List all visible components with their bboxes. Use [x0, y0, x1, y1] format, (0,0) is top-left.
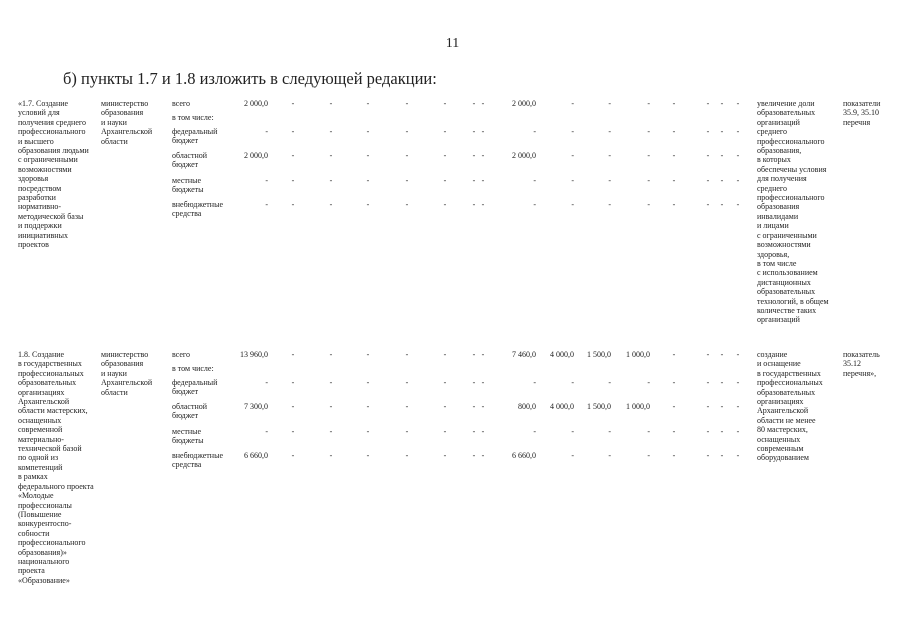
year-amount-cell: - — [481, 99, 485, 108]
year-amount-cell: - — [736, 427, 740, 436]
funding-source-label: федеральный бюджет — [172, 127, 218, 146]
year-amount-cell: - — [647, 200, 650, 209]
funding-source-label: в том числе: — [172, 113, 214, 122]
year-amount-cell: - — [608, 200, 611, 209]
year-amount-cell: - — [706, 99, 710, 108]
year-amount-cell: - — [736, 127, 740, 136]
year-amount-cell: - — [472, 200, 476, 209]
year-amount-cell: - — [329, 427, 333, 436]
year-amount-cell: - — [571, 176, 574, 185]
year-amount-cell: - — [443, 451, 447, 460]
year-amount-cell: - — [647, 451, 650, 460]
year-amount-cell: - — [481, 176, 485, 185]
year-amount-cell: 1 000,0 — [626, 402, 650, 411]
year-amount-cell: - — [443, 176, 447, 185]
year-amount-cell: - — [608, 176, 611, 185]
year-amount-cell: - — [481, 451, 485, 460]
year-amount-cell: - — [571, 451, 574, 460]
year-amount-cell: - — [472, 451, 476, 460]
year-amount-cell: - — [706, 378, 710, 387]
year-amount-cell: - — [472, 427, 476, 436]
year-amount-cell: - — [736, 402, 740, 411]
year-amount-cell: - — [291, 402, 295, 411]
year-amount-cell: - — [672, 151, 676, 160]
funding-total: 13 960,0 — [240, 350, 268, 359]
year-amount-cell: - — [405, 151, 409, 160]
year-amount-cell: - — [706, 127, 710, 136]
funding-total: 2 000,0 — [244, 151, 268, 160]
year-amount-cell: - — [736, 350, 740, 359]
year-amount-cell: - — [329, 451, 333, 460]
year-amount-cell: - — [608, 378, 611, 387]
year-amount-cell: - — [481, 127, 485, 136]
year-amount-cell: - — [329, 378, 333, 387]
year-amount-cell: - — [647, 99, 650, 108]
year-amount-cell: - — [366, 176, 370, 185]
year-amount-cell: - — [736, 151, 740, 160]
year-amount-cell: - — [405, 200, 409, 209]
year-amount-cell: - — [366, 99, 370, 108]
year-amount-cell: - — [366, 378, 370, 387]
year-amount-cell: - — [481, 350, 485, 359]
funding-source-label: местные бюджеты — [172, 176, 204, 195]
funding-source-label: местные бюджеты — [172, 427, 204, 446]
year-amount-cell: - — [533, 427, 536, 436]
year-amount-cell: - — [443, 378, 447, 387]
year-amount-cell: - — [720, 200, 724, 209]
year-amount-cell: - — [672, 99, 676, 108]
year-amount-cell: - — [405, 127, 409, 136]
year-amount-cell: - — [291, 99, 295, 108]
year-amount-cell: - — [443, 99, 447, 108]
year-amount-cell: - — [672, 451, 676, 460]
year-amount-cell: - — [329, 402, 333, 411]
measure-cell: «1.7. Создание условий для получения среднего профессионального и высшего образования людьми с ограниченными возможностями здоровья посредством разработки нормативно- методической базы и поддержки инициативных проектов — [18, 99, 89, 250]
indicator-cell: показатели 35.9, 35.10 перечня — [843, 99, 881, 127]
year-amount-cell: - — [571, 151, 574, 160]
year-amount-cell: - — [720, 378, 724, 387]
year-amount-cell: - — [329, 200, 333, 209]
year-amount-cell: - — [329, 99, 333, 108]
year-amount-cell: - — [366, 200, 370, 209]
year-amount-cell: - — [405, 451, 409, 460]
year-amount-cell: - — [571, 378, 574, 387]
year-amount-cell: - — [533, 200, 536, 209]
year-amount-cell: - — [443, 151, 447, 160]
year-amount-cell: - — [291, 151, 295, 160]
executor-cell: министерство образования и науки Архангельской области — [101, 99, 153, 146]
year-amount-cell: - — [291, 427, 295, 436]
funding-source-label: областной бюджет — [172, 402, 208, 421]
year-amount-cell: - — [647, 176, 650, 185]
year-amount-cell: - — [608, 451, 611, 460]
funding-total: 6 660,0 — [244, 451, 268, 460]
year-amount-cell: - — [291, 127, 295, 136]
funding-total: - — [265, 427, 268, 436]
year-amount-cell: - — [672, 402, 676, 411]
funding-source-label: всего — [172, 99, 191, 108]
year-amount-cell: - — [706, 151, 710, 160]
year-amount-cell: - — [706, 200, 710, 209]
year-amount-cell: - — [481, 151, 485, 160]
year-amount-cell: - — [291, 176, 295, 185]
year-amount-cell: - — [736, 451, 740, 460]
year-amount-cell: - — [608, 151, 611, 160]
year-amount-cell: - — [720, 151, 724, 160]
year-amount-cell: - — [472, 402, 476, 411]
year-amount-cell: - — [672, 350, 676, 359]
year-amount-cell: - — [366, 127, 370, 136]
year-amount-cell: - — [443, 200, 447, 209]
year-amount-cell: - — [366, 151, 370, 160]
year-amount-cell: - — [405, 350, 409, 359]
funding-source-label: внебюджетные средства — [172, 200, 223, 219]
year-amount-cell: - — [405, 402, 409, 411]
year-amount-cell: - — [571, 427, 574, 436]
year-amount-cell: 7 460,0 — [512, 350, 536, 359]
year-amount-cell: - — [291, 378, 295, 387]
year-amount-cell: - — [571, 200, 574, 209]
year-amount-cell: - — [647, 378, 650, 387]
year-amount-cell: 4 000,0 — [550, 350, 574, 359]
year-amount-cell: - — [706, 402, 710, 411]
year-amount-cell: - — [405, 378, 409, 387]
year-amount-cell: - — [720, 176, 724, 185]
year-amount-cell: - — [443, 127, 447, 136]
year-amount-cell: - — [481, 402, 485, 411]
funding-source-label: областной бюджет — [172, 151, 208, 170]
year-amount-cell: - — [647, 127, 650, 136]
year-amount-cell: - — [608, 427, 611, 436]
funding-source-label: федеральный бюджет — [172, 378, 218, 397]
year-amount-cell: - — [472, 99, 476, 108]
year-amount-cell: - — [366, 451, 370, 460]
measure-cell: 1.8. Создание в государственных профессиональных образовательных организациях Архангельской области мастерских, оснащенных современной материально- технической базой по одной из компетенций в рамках федерального проекта «Молодые профессионалы (Повышение конкурентоспо- собности профессионального образования)» национального проекта «Образование» — [18, 350, 94, 585]
year-amount-cell: - — [672, 200, 676, 209]
year-amount-cell: - — [366, 402, 370, 411]
funding-total: - — [265, 378, 268, 387]
year-amount-cell: - — [720, 402, 724, 411]
year-amount-cell: - — [571, 99, 574, 108]
year-amount-cell: - — [706, 451, 710, 460]
year-amount-cell: 1 500,0 — [587, 402, 611, 411]
year-amount-cell: - — [608, 127, 611, 136]
year-amount-cell: - — [472, 127, 476, 136]
year-amount-cell: - — [706, 427, 710, 436]
year-amount-cell: - — [571, 127, 574, 136]
year-amount-cell: 1 000,0 — [626, 350, 650, 359]
year-amount-cell: - — [472, 176, 476, 185]
page-number: 11 — [445, 36, 460, 51]
year-amount-cell: - — [736, 176, 740, 185]
year-amount-cell: - — [672, 378, 676, 387]
funding-total: 7 300,0 — [244, 402, 268, 411]
year-amount-cell: - — [366, 350, 370, 359]
year-amount-cell: - — [443, 350, 447, 359]
year-amount-cell: 4 000,0 — [550, 402, 574, 411]
year-amount-cell: 800,0 — [518, 402, 536, 411]
result-cell: увеличение доли образовательных организаций среднего профессионального образования, в которых обеспечены условия для получения среднего профессионального образования инвалидами и лицами с ограниченными возможностями здоровья, в том числе с использованием дистанционных образовательных технологий, в общем количестве таких организаций — [757, 99, 829, 325]
year-amount-cell: - — [706, 176, 710, 185]
year-amount-cell: - — [291, 451, 295, 460]
year-amount-cell: - — [329, 350, 333, 359]
year-amount-cell: - — [647, 151, 650, 160]
indicator-cell: показатель 35.12 перечня», — [843, 350, 880, 378]
year-amount-cell: - — [736, 200, 740, 209]
year-amount-cell: - — [481, 427, 485, 436]
year-amount-cell: - — [672, 176, 676, 185]
year-amount-cell: - — [736, 378, 740, 387]
funding-total: - — [265, 176, 268, 185]
year-amount-cell: - — [405, 427, 409, 436]
year-amount-cell: - — [720, 451, 724, 460]
year-amount-cell: - — [706, 350, 710, 359]
year-amount-cell: 6 660,0 — [512, 451, 536, 460]
year-amount-cell: - — [720, 99, 724, 108]
year-amount-cell: - — [329, 176, 333, 185]
year-amount-cell: - — [329, 151, 333, 160]
funding-source-label: внебюджетные средства — [172, 451, 223, 470]
year-amount-cell: - — [472, 151, 476, 160]
year-amount-cell: - — [533, 176, 536, 185]
year-amount-cell: - — [720, 350, 724, 359]
funding-total: - — [265, 200, 268, 209]
year-amount-cell: 2 000,0 — [512, 151, 536, 160]
executor-cell: министерство образования и науки Архангельской области — [101, 350, 153, 397]
year-amount-cell: - — [291, 350, 295, 359]
year-amount-cell: - — [608, 99, 611, 108]
year-amount-cell: - — [672, 427, 676, 436]
year-amount-cell: - — [291, 200, 295, 209]
year-amount-cell: - — [405, 99, 409, 108]
year-amount-cell: - — [647, 427, 650, 436]
result-cell: создание и оснащение в государственных профессиональных образовательных организациях Архангельской области не менее 80 мастерских, оснащенных современным оборудованием — [757, 350, 823, 463]
year-amount-cell: - — [672, 127, 676, 136]
year-amount-cell: - — [329, 127, 333, 136]
year-amount-cell: - — [481, 200, 485, 209]
year-amount-cell: - — [720, 427, 724, 436]
year-amount-cell: 2 000,0 — [512, 99, 536, 108]
year-amount-cell: - — [443, 427, 447, 436]
year-amount-cell: - — [443, 402, 447, 411]
funding-source-label: в том числе: — [172, 364, 214, 373]
funding-total: - — [265, 127, 268, 136]
year-amount-cell: - — [736, 99, 740, 108]
year-amount-cell: - — [533, 127, 536, 136]
year-amount-cell: - — [472, 378, 476, 387]
year-amount-cell: - — [481, 378, 485, 387]
amendment-heading: б) пункты 1.7 и 1.8 изложить в следующей редакции: — [63, 69, 437, 88]
year-amount-cell: - — [533, 378, 536, 387]
year-amount-cell: - — [720, 127, 724, 136]
year-amount-cell: - — [366, 427, 370, 436]
funding-source-label: всего — [172, 350, 191, 359]
year-amount-cell: 1 500,0 — [587, 350, 611, 359]
funding-total: 2 000,0 — [244, 99, 268, 108]
year-amount-cell: - — [472, 350, 476, 359]
year-amount-cell: - — [405, 176, 409, 185]
